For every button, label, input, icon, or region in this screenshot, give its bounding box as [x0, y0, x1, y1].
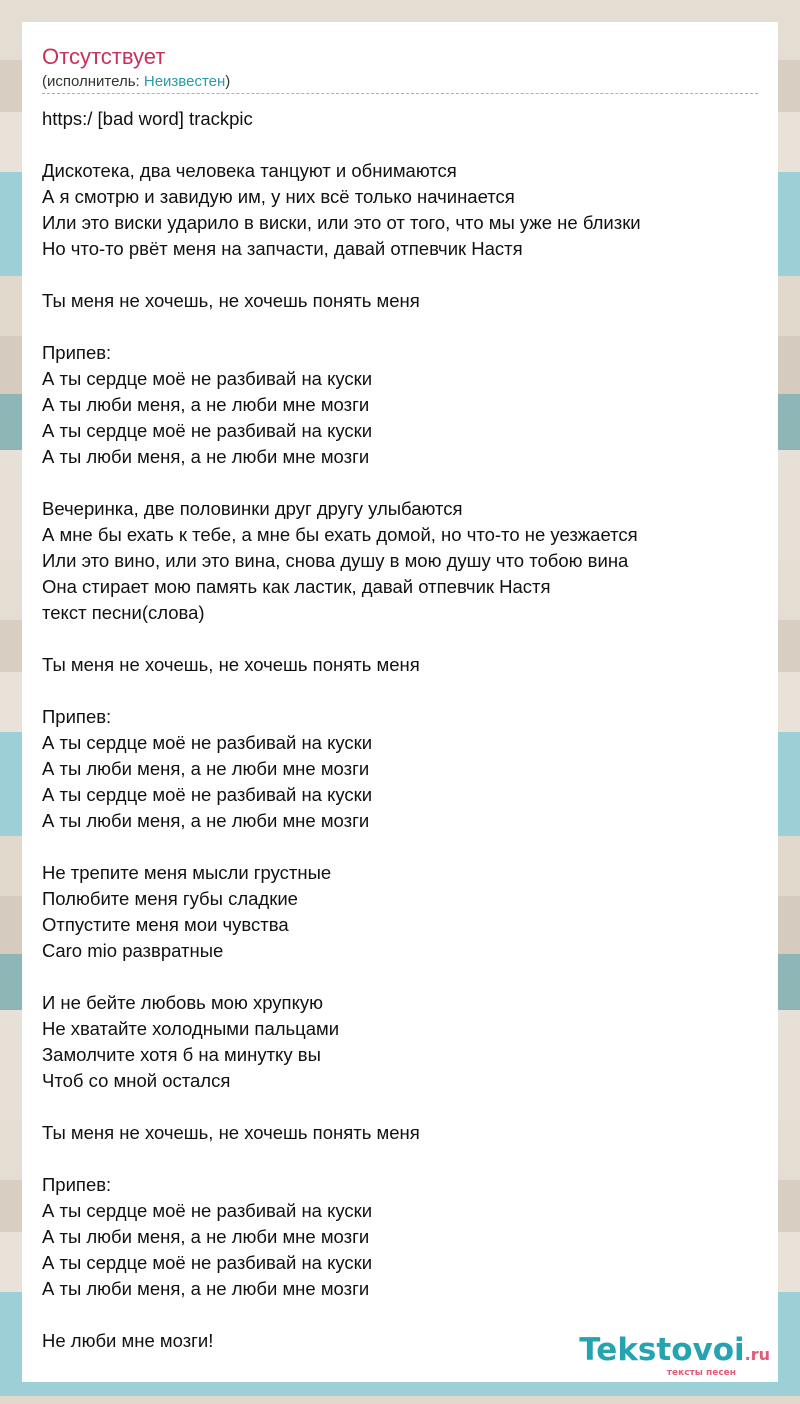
lyrics-line: Припев:: [42, 1174, 112, 1195]
artist-link[interactable]: Неизвестен: [143, 73, 226, 90]
lyrics-line: А ты люби меня, а не люби мне мозги: [42, 446, 370, 467]
site-logo[interactable]: [579, 1334, 770, 1378]
song-title: Отсутствует: [42, 44, 166, 69]
artist-prefix: (исполнитель:: [42, 73, 144, 90]
artist-suffix: ): [225, 73, 231, 90]
logo-wordmark: [579, 1334, 770, 1371]
lyrics-line: Ты меня не хочешь, не хочешь понять меня: [42, 1122, 420, 1143]
lyrics-line: текст песни(слова): [42, 602, 205, 623]
lyrics-blank-line: [42, 678, 758, 704]
lyrics-line: А я смотрю и завидую им, у них всё только начинается: [42, 186, 515, 207]
lyrics-line: А ты люби меня, а не люби мне мозги: [42, 1226, 370, 1247]
lyrics-line: А ты сердце моё не разбивай на куски: [42, 732, 373, 753]
lyrics-line: Не люби мне мозги!: [42, 1330, 214, 1351]
lyrics-blank-line: [42, 1094, 758, 1120]
lyrics-blank-line: [42, 132, 758, 158]
lyrics-line: Не хватайте холодными пальцами: [42, 1018, 340, 1039]
lyrics-line: А ты сердце моё не разбивай на куски: [42, 420, 373, 441]
lyrics-line: А ты сердце моё не разбивай на куски: [42, 1200, 373, 1221]
lyrics-line: https:/ [bad word] trackpic: [42, 108, 253, 129]
lyrics-line: Замолчите хотя б на минутку вы: [42, 1044, 321, 1065]
lyrics-line: Чтоб со мной остался: [42, 1070, 231, 1091]
lyrics-blank-line: [42, 262, 758, 288]
lyrics-blank-line: [42, 626, 758, 652]
lyrics-line: Или это вино, или это вина, снова душу в мою душу что тобою вина: [42, 550, 629, 571]
lyrics-line: Не трепите меня мысли грустные: [42, 862, 332, 883]
lyrics-blank-line: [42, 1146, 758, 1172]
lyrics-line: А ты люби меня, а не люби мне мозги: [42, 1278, 370, 1299]
lyrics-blank-line: [42, 834, 758, 860]
lyrics-line: Припев:: [42, 706, 112, 727]
lyrics-blank-line: [42, 470, 758, 496]
lyrics-line: А ты сердце моё не разбивай на куски: [42, 784, 373, 805]
lyrics-line: Припев:: [42, 342, 112, 363]
lyrics-line: Ты меня не хочешь, не хочешь понять меня: [42, 290, 420, 311]
lyrics-card: [22, 22, 778, 1382]
lyrics-line: Ты меня не хочешь, не хочешь понять меня: [42, 654, 420, 675]
lyrics-line: Дискотека, два человека танцуют и обнимаются: [42, 160, 457, 181]
lyrics-line: Но что-то рвёт меня на запчасти, давай отпевчик Настя: [42, 238, 523, 259]
lyrics-line: Вечеринка, две половинки друг другу улыбаются: [42, 498, 463, 519]
lyrics-blank-line: [42, 1302, 758, 1328]
logo-tld: .ru: [744, 1345, 770, 1364]
lyrics-line: Полюбите меня губы сладкие: [42, 888, 298, 909]
lyrics-line: Отпустите меня мои чувства: [42, 914, 289, 935]
lyrics-line: А ты люби меня, а не люби мне мозги: [42, 394, 370, 415]
logo-tagline: тексты песен: [666, 1368, 736, 1378]
lyrics-line: И не бейте любовь мою хрупкую: [42, 992, 323, 1013]
lyrics-line: А мне бы ехать к тебе, а мне бы ехать домой, но что-то не уезжается: [42, 524, 638, 545]
lyrics-blank-line: [42, 964, 758, 990]
lyrics-line: А ты люби меня, а не люби мне мозги: [42, 758, 370, 779]
lyrics-line: Она стирает мою память как ластик, давай отпевчик Настя: [42, 576, 551, 597]
lyrics-line: Или это виски ударило в виски, или это от того, что мы уже не близки: [42, 212, 641, 233]
lyrics-line: А ты люби меня, а не люби мне мозги: [42, 810, 370, 831]
title-divider: [42, 93, 758, 94]
logo-name: Tekstovoi: [579, 1332, 745, 1368]
lyrics-blank-line: [42, 314, 758, 340]
artist-line: [42, 73, 230, 91]
lyrics-line: А ты сердце моё не разбивай на куски: [42, 1252, 373, 1273]
lyrics-line: Caro mio развратные: [42, 940, 224, 961]
lyrics-line: А ты сердце моё не разбивай на куски: [42, 368, 373, 389]
lyrics-text: [42, 106, 758, 1354]
